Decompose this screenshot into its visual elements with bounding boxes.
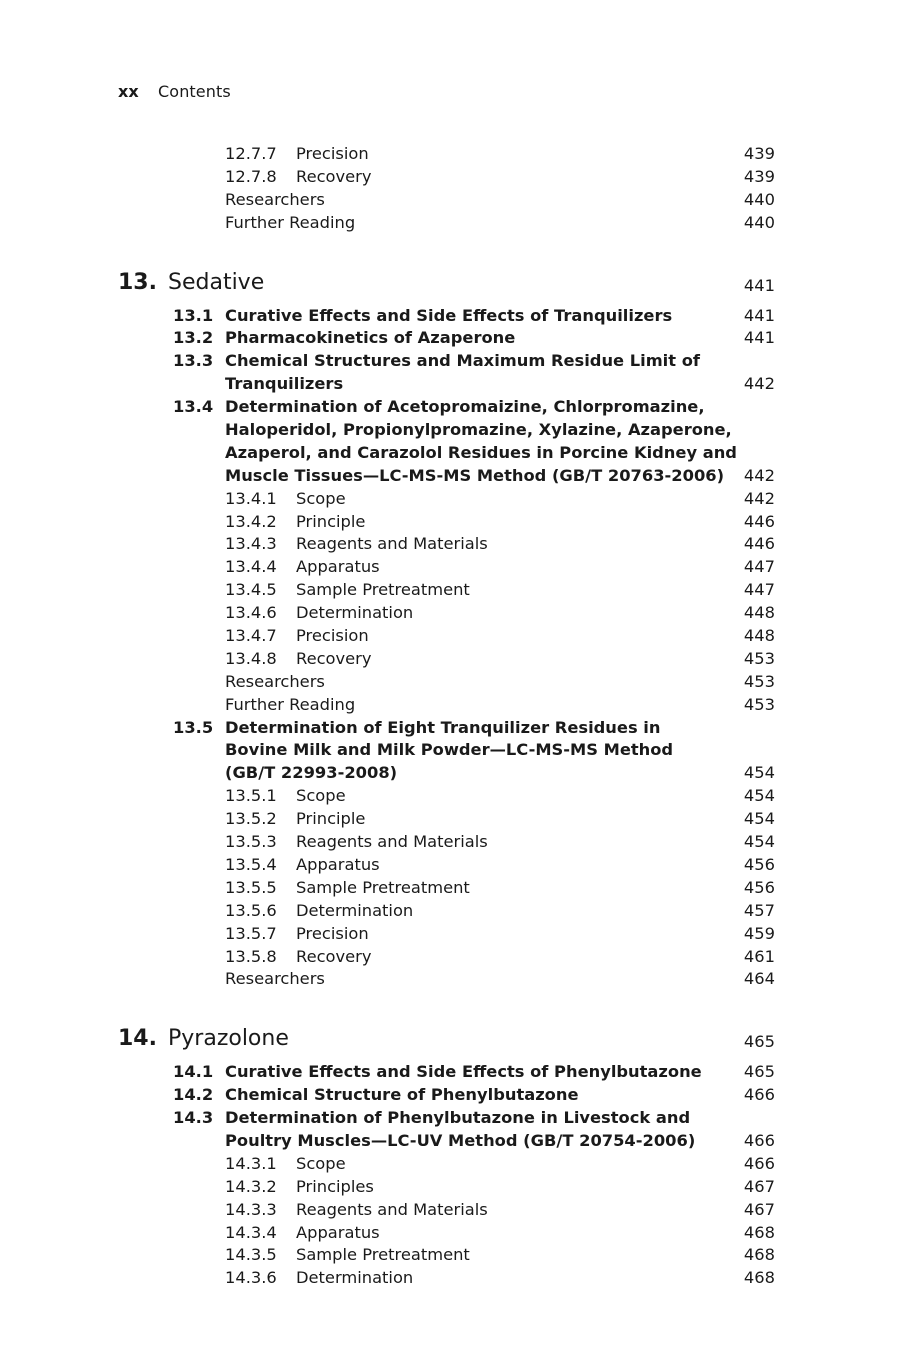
- page-number: 441: [743, 328, 775, 348]
- section-entry: [0, 1130, 900, 1153]
- page-number: 453: [743, 648, 775, 668]
- section-title-line: Haloperidol, Propionylpromazine, Xylazine, Azaperone,: [225, 420, 732, 440]
- page-number: 466: [743, 1130, 775, 1150]
- section-number: 13.5: [173, 717, 214, 737]
- section-number: 13.3: [173, 351, 214, 371]
- section-entry: [0, 1084, 900, 1107]
- subsection-number: 13.5.5: [225, 877, 277, 897]
- subsection-title: Apparatus: [296, 854, 380, 874]
- page-number: 442: [743, 488, 775, 508]
- subsection-entry: [0, 533, 900, 556]
- subsection-entry: [0, 923, 900, 946]
- subsection-title: Reagents and Materials: [296, 1199, 488, 1219]
- page-number: 448: [743, 603, 775, 623]
- page-number: 454: [743, 809, 775, 829]
- subsection-title: Scope: [296, 1153, 346, 1173]
- section-title-line: Poultry Muscles—LC-UV Method (GB/T 20754-2006): [225, 1130, 696, 1150]
- subsection-title: Apparatus: [296, 1222, 380, 1242]
- subsection-entry: [0, 511, 900, 534]
- subsection-entry: [0, 1222, 900, 1245]
- section-entry: [0, 762, 900, 785]
- section-number: 13.4: [173, 397, 214, 417]
- page-number: 464: [743, 969, 775, 989]
- table-of-contents: [0, 143, 900, 1290]
- subsection-number: 14.3.6: [225, 1268, 277, 1288]
- section-title-line: Muscle Tissues—LC-MS-MS Method (GB/T 20763-2006): [225, 465, 725, 485]
- subsection-title: Determination: [296, 1268, 414, 1288]
- subsection-number: 14.3.2: [225, 1176, 277, 1196]
- page-number: 442: [743, 465, 775, 485]
- page-number: 439: [743, 166, 775, 186]
- section-entry: [0, 1107, 900, 1130]
- section-title-line: Determination of Eight Tranquilizer Residues in: [225, 717, 661, 737]
- page-number: 465: [743, 1032, 775, 1052]
- page-number: 440: [743, 189, 775, 209]
- subsection-entry: [0, 854, 900, 877]
- subsection-title: Apparatus: [296, 557, 380, 577]
- subsection-title: Determination: [296, 603, 414, 623]
- page-number: 456: [743, 854, 775, 874]
- section-entry: [0, 373, 900, 396]
- subsection-number: 13.5.1: [225, 786, 277, 806]
- subsection-number: 13.4.5: [225, 580, 277, 600]
- subsection-entry: [0, 602, 900, 625]
- section-title-line: (GB/T 22993-2008): [225, 763, 398, 783]
- chapter-number: 13.: [118, 269, 157, 295]
- page-number: 454: [743, 763, 775, 783]
- section-entry: [0, 327, 900, 350]
- subsection-entry: [0, 900, 900, 923]
- page-number: 453: [743, 694, 775, 714]
- subsection-entry: [0, 1267, 900, 1290]
- entry-title: Further Reading: [225, 694, 356, 714]
- section-entry: [0, 305, 900, 328]
- subsection-number: 13.4.6: [225, 603, 277, 623]
- subsection-number: 14.3.5: [225, 1245, 277, 1265]
- page-number: 468: [743, 1268, 775, 1288]
- subsection-entry: [0, 946, 900, 969]
- section-number: 13.2: [173, 328, 214, 348]
- page-number: 447: [743, 580, 775, 600]
- page-number: 440: [743, 212, 775, 232]
- chapter-heading: [0, 265, 900, 301]
- section-number: 14.1: [173, 1062, 214, 1082]
- toc-entry: [0, 671, 900, 694]
- section-entry: [0, 739, 900, 762]
- subsection-title: Reagents and Materials: [296, 832, 488, 852]
- subsection-title: Recovery: [296, 648, 372, 668]
- section-number: 14.3: [173, 1108, 214, 1128]
- subsection-entry: [0, 808, 900, 831]
- chapter-title: Sedative: [168, 269, 265, 295]
- page-number: 447: [743, 557, 775, 577]
- subsection-title: Recovery: [296, 166, 372, 186]
- section-number: 14.2: [173, 1085, 214, 1105]
- subsection-title: Recovery: [296, 946, 372, 966]
- subsection-entry: [0, 785, 900, 808]
- section-number: 13.1: [173, 305, 214, 325]
- page-number: 446: [743, 511, 775, 531]
- subsection-number: 13.5.3: [225, 832, 277, 852]
- page-number: 466: [743, 1153, 775, 1173]
- subsection-entry: [0, 625, 900, 648]
- subsection-title: Sample Pretreatment: [296, 580, 470, 600]
- subsection-number: 13.4.7: [225, 626, 277, 646]
- page-number: 448: [743, 626, 775, 646]
- section-title-line: Determination of Phenylbutazone in Livestock and: [225, 1108, 691, 1128]
- subsection-entry: [0, 1199, 900, 1222]
- subsection-title: Principle: [296, 511, 366, 531]
- section-title-line: Pharmacokinetics of Azaperone: [225, 328, 516, 348]
- section-entry: [0, 396, 900, 419]
- subsection-title: Sample Pretreatment: [296, 1245, 470, 1265]
- page-number: 454: [743, 832, 775, 852]
- subsection-title: Precision: [296, 626, 369, 646]
- subsection-entry: [0, 831, 900, 854]
- section-entry: [0, 1061, 900, 1084]
- page-number: 466: [743, 1085, 775, 1105]
- section-title-line: Bovine Milk and Milk Powder—LC-MS-MS Method: [225, 740, 674, 760]
- subsection-title: Determination: [296, 900, 414, 920]
- section-entry: [0, 350, 900, 373]
- subsection-number: 14.3.1: [225, 1153, 277, 1173]
- subsection-number: 12.7.8: [225, 166, 277, 186]
- toc-entry: [0, 968, 900, 991]
- page-number: 467: [743, 1199, 775, 1219]
- page-folio: xx: [118, 82, 139, 101]
- page-number: 454: [743, 786, 775, 806]
- subsection-entry: [0, 648, 900, 671]
- chapter-heading: [0, 1021, 900, 1057]
- subsection-entry: [0, 166, 900, 189]
- running-head: [118, 82, 231, 101]
- subsection-number: 13.4.1: [225, 488, 277, 508]
- subsection-entry: [0, 579, 900, 602]
- chapter-title: Pyrazolone: [168, 1026, 289, 1052]
- section-title-line: Determination of Acetopromaizine, Chlorpromazine,: [225, 397, 705, 417]
- section-entry: [0, 442, 900, 465]
- page-number: 453: [743, 671, 775, 691]
- section-entry: [0, 717, 900, 740]
- section-title-line: Chemical Structure of Phenylbutazone: [225, 1085, 579, 1105]
- subsection-title: Principle: [296, 809, 366, 829]
- subsection-number: 14.3.3: [225, 1199, 277, 1219]
- entry-title: Further Reading: [225, 212, 356, 232]
- subsection-entry: [0, 877, 900, 900]
- toc-entry: [0, 212, 900, 235]
- toc-entry: [0, 694, 900, 717]
- subsection-number: 13.5.2: [225, 809, 277, 829]
- subsection-number: 13.5.4: [225, 854, 277, 874]
- section-entry: [0, 465, 900, 488]
- subsection-title: Scope: [296, 786, 346, 806]
- subsection-number: 13.4.8: [225, 648, 277, 668]
- page-number: 465: [743, 1062, 775, 1082]
- subsection-entry: [0, 1153, 900, 1176]
- page-number: 439: [743, 144, 775, 163]
- running-head-title: Contents: [158, 82, 231, 101]
- subsection-title: Precision: [296, 144, 369, 163]
- page-number: 459: [743, 923, 775, 943]
- subsection-number: 13.4.4: [225, 557, 277, 577]
- page-number: 446: [743, 534, 775, 554]
- subsection-number: 13.4.2: [225, 511, 277, 531]
- subsection-entry: [0, 556, 900, 579]
- section-entry: [0, 419, 900, 442]
- page-number: 461: [743, 946, 775, 966]
- page-number: 441: [743, 305, 775, 325]
- entry-title: Researchers: [225, 189, 325, 209]
- subsection-entry: [0, 1244, 900, 1267]
- entry-title: Researchers: [225, 671, 325, 691]
- section-title-line: Chemical Structures and Maximum Residue Limit of: [225, 351, 700, 371]
- subsection-number: 12.7.7: [225, 144, 277, 163]
- subsection-entry: [0, 1176, 900, 1199]
- subsection-entry: [0, 143, 900, 166]
- section-title-line: Curative Effects and Side Effects of Phenylbutazone: [225, 1062, 702, 1082]
- subsection-entry: [0, 488, 900, 511]
- subsection-title: Principles: [296, 1176, 374, 1196]
- page-number: 456: [743, 877, 775, 897]
- section-title-line: Tranquilizers: [225, 374, 344, 394]
- subsection-title: Reagents and Materials: [296, 534, 488, 554]
- chapter-number: 14.: [118, 1026, 157, 1052]
- subsection-title: Precision: [296, 923, 369, 943]
- page-number: 468: [743, 1245, 775, 1265]
- subsection-title: Sample Pretreatment: [296, 877, 470, 897]
- subsection-number: 14.3.4: [225, 1222, 277, 1242]
- section-title-line: Azaperol, and Carazolol Residues in Porcine Kidney and: [225, 442, 737, 462]
- page-number: 441: [743, 275, 775, 295]
- subsection-number: 13.5.8: [225, 946, 277, 966]
- subsection-title: Scope: [296, 488, 346, 508]
- page-number: 442: [743, 374, 775, 394]
- subsection-number: 13.5.6: [225, 900, 277, 920]
- page-number: 468: [743, 1222, 775, 1242]
- page-number: 457: [743, 900, 775, 920]
- toc-entry: [0, 189, 900, 212]
- section-title-line: Curative Effects and Side Effects of Tranquilizers: [225, 305, 673, 325]
- subsection-number: 13.5.7: [225, 923, 277, 943]
- subsection-number: 13.4.3: [225, 534, 277, 554]
- page-number: 467: [743, 1176, 775, 1196]
- entry-title: Researchers: [225, 969, 325, 989]
